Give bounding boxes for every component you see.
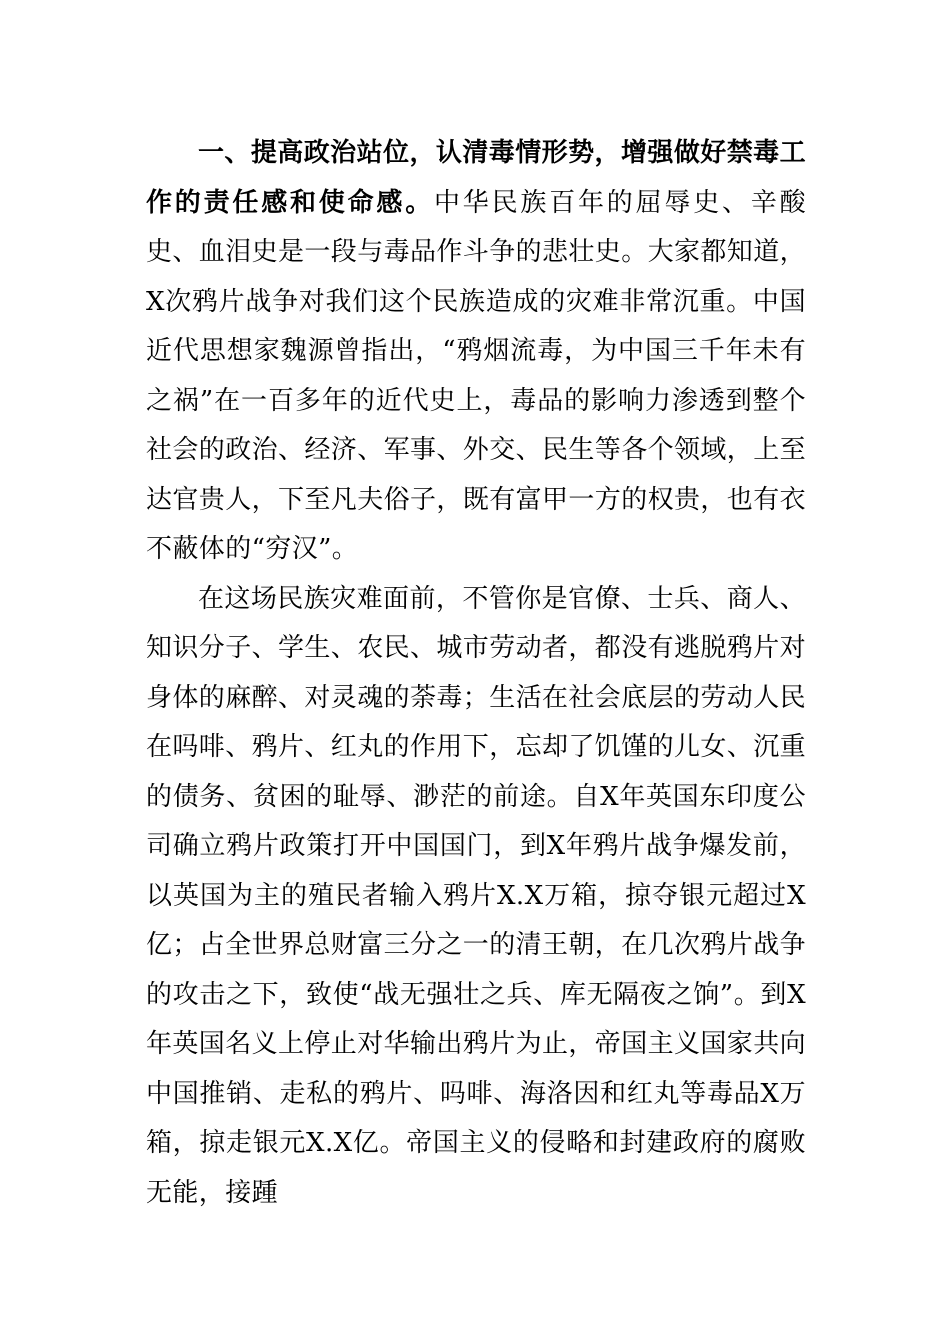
paragraph-1 xyxy=(146,129,806,575)
paragraph-text: 在这场民族灾难面前，不管你是官僚、士兵、商人、知识分子、学生、农民、城市劳动者，都没有逃脱鸦片对身体的麻醉、对灵魂的荼毒；生活在社会底层的劳动人民在吗啡、鸦片、红丸的作用下，忘却了饥馑的儿女、沉重的债务、贫困的耻辱、渺茫的前途。自X年英国东印度公司确立鸦片政策打开中国国门，到X年鸦片战争爆发前，以英国为主的殖民者输入鸦片X.X万箱，掠夺银元超过X亿；占全世界总财富三分之一的清王朝，在几次鸦片战争的攻击之下，致使“战无强壮之兵、库无隔夜之饷”。到X年英国名义上停止对华输出鸦片为止，帝国主义国家共向中国推销、走私的鸦片、吗啡、海洛因和红丸等毒品X万箱，掠走银元X.X亿。帝国主义的侵略和封建政府的腐败无能，接踵 xyxy=(146,583,807,1208)
paragraph-text: 中华民族百年的屈辱史、辛酸史、血泪史是一段与毒品作斗争的悲壮史。大家都知道，X次鸦片战争对我们这个民族造成的灾难非常沉重。中国近代思想家魏源曾指出，“鸦烟流毒，为中国三千年未有之祸”在一百多年的近代史上，毒品的影响力渗透到整个社会的政治、经济、军事、外交、民生等各个领域，上至达官贵人，下至凡夫俗子，既有富甲一方的权贵，也有衣不蔽体的“穷汉”。 xyxy=(146,187,807,564)
document-body xyxy=(146,129,806,1218)
section-heading: 一、提高政治站位，认清毒情形势，增强做好禁毒工作的责任感和使命感。 xyxy=(146,138,806,218)
paragraph-2 xyxy=(146,575,806,1219)
